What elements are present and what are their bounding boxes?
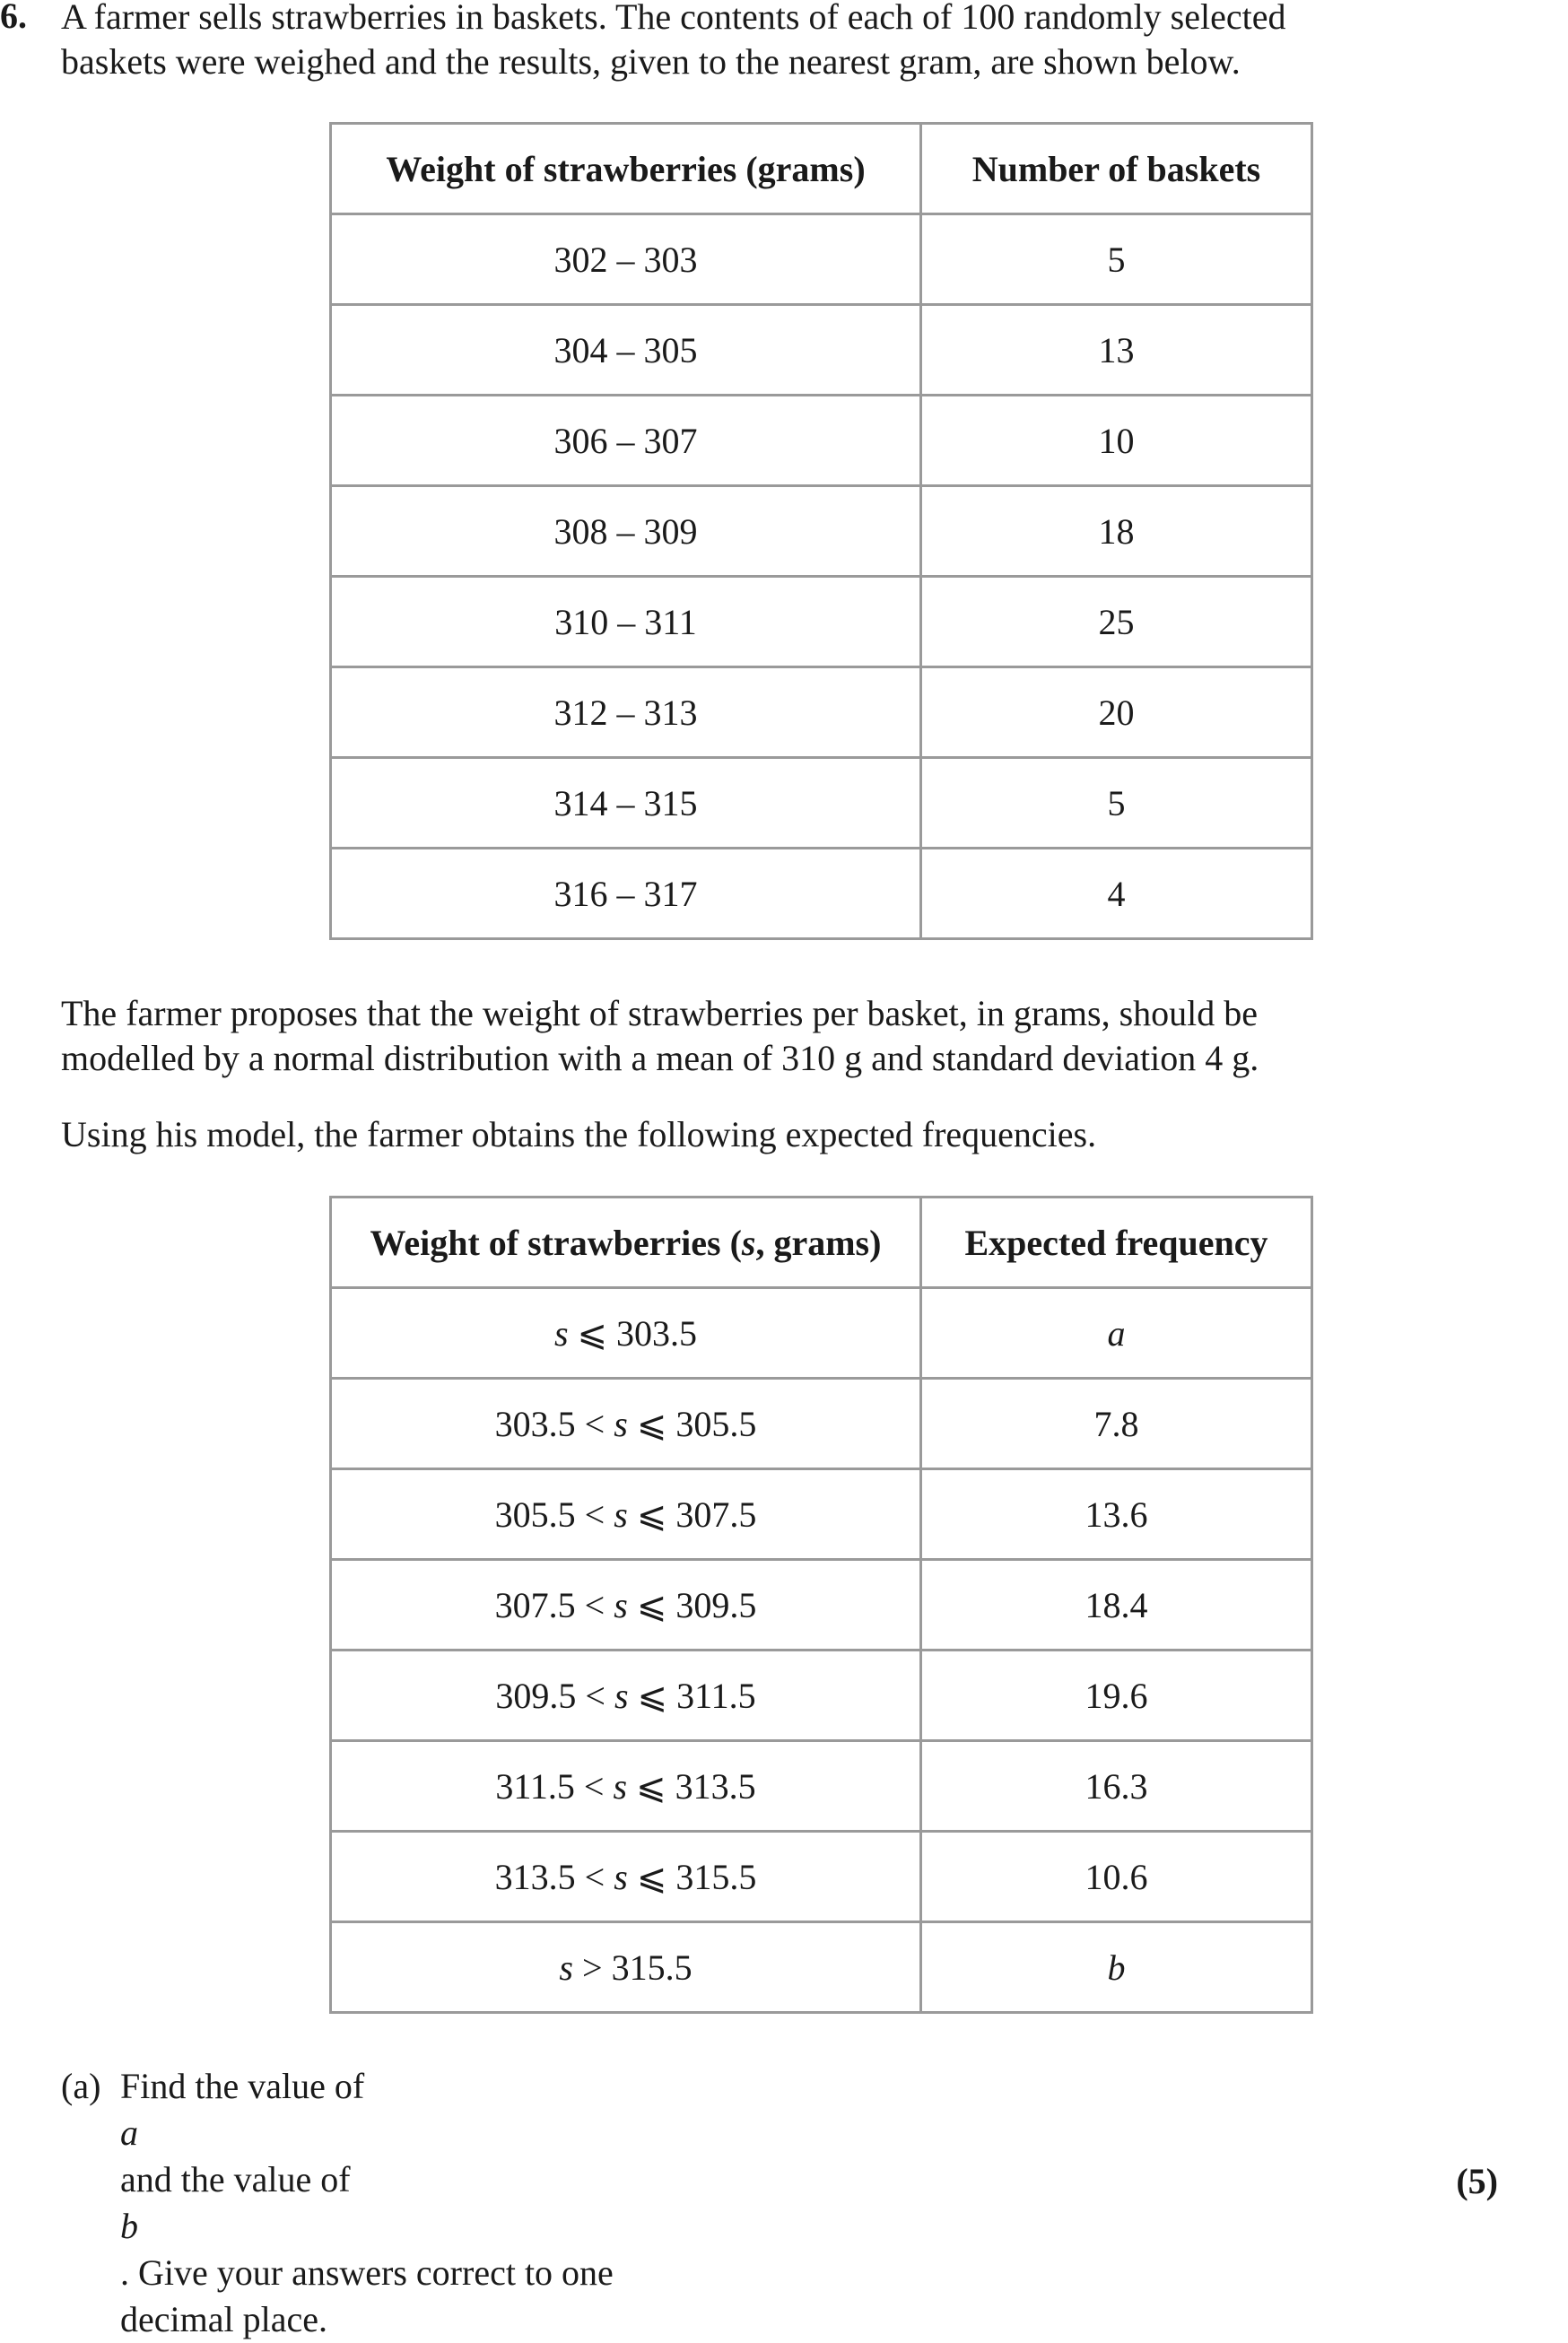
- interval-cell: s > 315.5: [331, 1922, 921, 2013]
- table-row: [331, 214, 1312, 305]
- table-row: [331, 486, 1312, 577]
- basket-count-cell: 5: [921, 758, 1312, 849]
- basket-count-cell: 25: [921, 577, 1312, 667]
- table-header-row: [331, 1198, 1312, 1288]
- table-row: [331, 305, 1312, 396]
- table-row: [331, 1922, 1312, 2013]
- model-text-line-3: Using his model, the farmer obtains the following expected frequencies.: [61, 1114, 1097, 1154]
- expected-frequency-cell: 7.8: [921, 1379, 1312, 1469]
- interval-cell: s ⩽ 303.5: [331, 1288, 921, 1379]
- basket-count-cell: 18: [921, 486, 1312, 577]
- table-row: [331, 849, 1312, 939]
- part-a-label: (a): [61, 2066, 101, 2106]
- table-row: [331, 1288, 1312, 1379]
- weight-range-cell: 316 – 317: [331, 849, 921, 939]
- basket-count-cell: 20: [921, 667, 1312, 758]
- table-row: [331, 1832, 1312, 1922]
- basket-count-cell: 13: [921, 305, 1312, 396]
- weight-range-cell: 314 – 315: [331, 758, 921, 849]
- expected-frequency-cell: a: [921, 1288, 1312, 1379]
- table-row: [331, 396, 1312, 486]
- part-a-text: [120, 2063, 1376, 2343]
- expected-frequency-cell: 19.6: [921, 1651, 1312, 1741]
- interval-cell: 311.5 < s ⩽ 313.5: [331, 1741, 921, 1832]
- intro-line-2: baskets were weighed and the results, given to the nearest gram, are shown below.: [61, 41, 1241, 82]
- expected-frequency-header: Expected frequency: [921, 1198, 1312, 1288]
- table-row: [331, 577, 1312, 667]
- expected-frequency-cell: 10.6: [921, 1832, 1312, 1922]
- intro-line-1: A farmer sells strawberries in baskets. The contents of each of 100 randomly selected: [61, 0, 1286, 37]
- interval-cell: 307.5 < s ⩽ 309.5: [331, 1560, 921, 1651]
- part-a-line-2: decimal place.: [120, 2299, 327, 2339]
- expected-frequency-table: [329, 1196, 1313, 2014]
- basket-count-cell: 5: [921, 214, 1312, 305]
- table-row: [331, 667, 1312, 758]
- weight-range-cell: 308 – 309: [331, 486, 921, 577]
- expected-frequency-cell: 16.3: [921, 1741, 1312, 1832]
- table-row: [331, 1469, 1312, 1560]
- weight-range-cell: 302 – 303: [331, 214, 921, 305]
- weight-s-header: Weight of strawberries (s, grams): [331, 1198, 921, 1288]
- model-text-line-1: The farmer proposes that the weight of strawberries per basket, in grams, should be: [61, 993, 1259, 1033]
- weight-header: Weight of strawberries (grams): [331, 124, 921, 214]
- table-row: [331, 1560, 1312, 1651]
- basket-count-cell: 10: [921, 396, 1312, 486]
- interval-cell: 305.5 < s ⩽ 307.5: [331, 1469, 921, 1560]
- table-row: [331, 1741, 1312, 1832]
- expected-frequency-cell: 13.6: [921, 1469, 1312, 1560]
- weight-range-cell: 304 – 305: [331, 305, 921, 396]
- table-row: [331, 758, 1312, 849]
- table-header-row: [331, 124, 1312, 214]
- weight-range-cell: 310 – 311: [331, 577, 921, 667]
- table-row: [331, 1379, 1312, 1469]
- interval-cell: 303.5 < s ⩽ 305.5: [331, 1379, 921, 1469]
- question-intro: [61, 0, 1514, 84]
- interval-cell: 313.5 < s ⩽ 315.5: [331, 1832, 921, 1922]
- baskets-header: Number of baskets: [921, 124, 1312, 214]
- table-row: [331, 1651, 1312, 1741]
- basket-count-cell: 4: [921, 849, 1312, 939]
- marks-label: (5): [1456, 2161, 1498, 2201]
- question-number: 6.: [0, 0, 27, 36]
- model-text-line-2: modelled by a normal distribution with a mean of 310 g and standard deviation 4 g.: [61, 1038, 1259, 1078]
- observed-frequency-table: [329, 122, 1313, 940]
- weight-range-cell: 306 – 307: [331, 396, 921, 486]
- interval-cell: 309.5 < s ⩽ 311.5: [331, 1651, 921, 1741]
- part-a-line-1: Find the value of a and the value of b . Give your answers correct to one: [120, 2066, 614, 2293]
- expected-frequency-cell: 18.4: [921, 1560, 1312, 1651]
- expected-frequency-cell: b: [921, 1922, 1312, 2013]
- weight-range-cell: 312 – 313: [331, 667, 921, 758]
